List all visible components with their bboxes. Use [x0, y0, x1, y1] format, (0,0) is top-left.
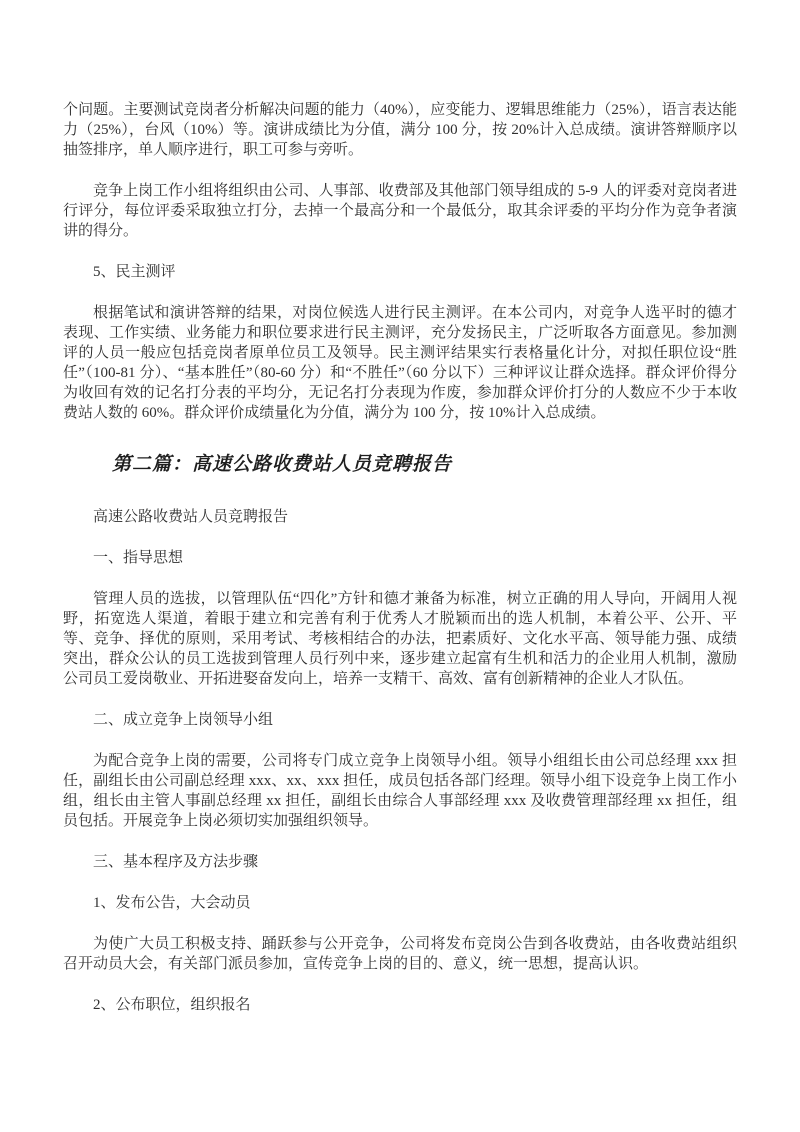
sub-heading-3: 三、基本程序及方法步骤 — [93, 854, 259, 870]
paragraph: 管理人员的选拔，以管理队伍“四化”方针和德才兼备为标准，树立正确的用人导向，开阔用人视野，拓宽选人渠道，着眼于建立和完善有利于优秀人才脱颖而出的选人机制，本着公平、公开、平等、竞争、择优的原则，采用考试、考核相结合的办法，把素质好、文化水平高、领导能力强、成绩突出，群众公认的员工选拔到管理人员行列中来，逐步建立起富有生机和活力的企业用人机制，激励公司员工爱岗敬业、开拓进娶奋发向上，培养一支精干、高效、富有创新精神的企业人才队伍。 — [63, 591, 737, 687]
list-item-2: 2、公布职位，组织报名 — [93, 997, 251, 1013]
paragraph: 为配合竞争上岗的需要，公司将专门成立竞争上岗领导小组。领导小组组长由公司总经理 xxx 担任，副组长由公司副总经理 xxx、xx、xxx 担任，成员包括各部门经理。领导小组下设竞争上岗工作小组，组长由主管人事副总经理 xx 担任，副组长由综合人事部经理 xxx 及收费管理部经理 xx 担任，组员包括。开展竞争上岗必须切实加强组织领导。 — [63, 753, 737, 829]
paragraph: 为使广大员工积极支持、踊跃参与公开竞争，公司将发布竞岗公告到各收费站，由各收费站组织召开动员大会，有关部门派员参加，宣传竞争上岗的目的、意义，统一思想，提高认识。 — [63, 936, 737, 972]
sub-heading-1: 一、指导思想 — [93, 550, 184, 566]
list-item-5: 5、民主测评 — [93, 264, 176, 280]
list-item-1: 1、发布公告，大会动员 — [93, 895, 251, 911]
section-heading: 第二篇：高速公路收费站人员竞聘报告 — [112, 454, 453, 475]
paragraph-continuation: 个问题。主要测试竞岗者分析解决问题的能力（40%），应变能力、逻辑思维能力（25%），语言表达能力（25%），台风（10%）等。演讲成绩比为分值，满分 100 分，按 20%计入总成绩。演讲答辩顺序以抽签排序，单人顺序进行，职工可参与旁听。 — [63, 102, 737, 158]
paragraph: 竞争上岗工作小组将组织由公司、人事部、收费部及其他部门领导组成的 5-9 人的评委对竞岗者进行评分，每位评委采取独立打分，去掉一个最高分和一个最低分，取其余评委的平均分作为竞争者演讲的得分。 — [63, 183, 737, 239]
report-title-line: 高速公路收费站人员竞聘报告 — [93, 509, 289, 525]
paragraph: 根据笔试和演讲答辩的结果，对岗位候选人进行民主测评。在本公司内，对竞争人选平时的德才表现、工作实绩、业务能力和职位要求进行民主测评，充分发扬民主，广泛听取各方面意见。参加测评的人员一般应包括竞岗者原单位员工及领导。民主测评结果实行表格量化计分，对拟任职位设“胜任”（100-81 分）、“基本胜任”（80-60 分）和“不胜任”（60 分以下）三种评议让群众选择。群众评价得分为收回有效的记名打分表的平均分，无记名打分表现为作废，参加群众评价打分的人数应不少于本收费站人数的 60%。群众评价成绩量化为分值，满分为 100 分，按 10%计入总成绩。 — [63, 305, 737, 421]
sub-heading-2: 二、成立竞争上岗领导小组 — [93, 712, 274, 728]
